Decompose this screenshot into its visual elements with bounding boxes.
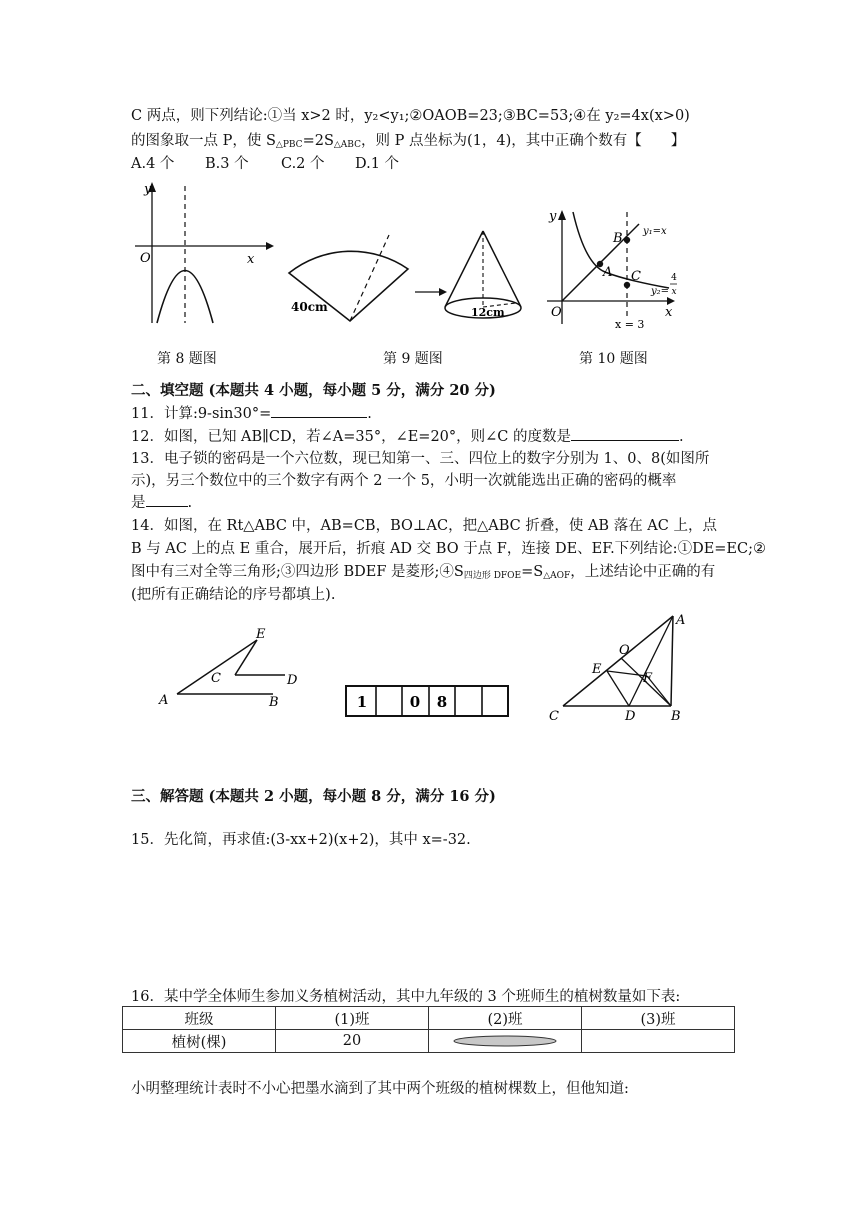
fig13-cell-1: 1	[356, 693, 368, 711]
table-row	[123, 1030, 735, 1053]
section2-title: 二、填空题 (本题共 4 小题，每小题 5 分，满分 20 分)	[131, 382, 496, 399]
q10-option-a: A.4 个	[131, 156, 175, 172]
fig9-sector-cone	[285, 225, 530, 330]
fig14-label-d: D	[625, 709, 636, 724]
fig9-base-label: 12cm	[471, 306, 505, 319]
q14-line4: (把所有正确结论的序号都填上).	[131, 587, 336, 603]
fig12-label-e: E	[256, 627, 266, 642]
table-header-class: 班级	[123, 1007, 276, 1030]
fig14-triangle	[545, 610, 695, 725]
q14-mid: =S	[521, 564, 544, 580]
fig12-label-a: A	[159, 693, 169, 708]
q10-line2	[131, 129, 685, 150]
tree-count-table	[122, 1006, 735, 1053]
fig14-label-a: A	[676, 613, 686, 628]
q11-answer-blank[interactable]	[271, 403, 367, 418]
q14-text3: 图中有三对全等三角形;③四边形 BDEF 是菱形;④S	[131, 564, 464, 580]
q12-text: 12．如图，已知 AB∥CD，若∠A=35°，∠E=20°，则∠C 的度数是	[131, 429, 572, 445]
fig13-cell-4: 8	[436, 693, 448, 711]
q10-option-d: D.1 个	[355, 156, 400, 172]
table-header-class2: (2)班	[429, 1007, 582, 1030]
q14-text3-end: ，上述结论中正确的有	[570, 564, 716, 580]
q16: 16．某中学全体师生参加义务植树活动，其中九年级的 3 个班师生的植树数量如下表:	[131, 989, 681, 1005]
q12-end: .	[679, 429, 684, 445]
fig8-x-label: x	[247, 252, 255, 267]
q11-text: 11．计算:9-sin30°=	[131, 406, 272, 422]
fig9-caption: 第 9 题图	[383, 351, 443, 367]
fig14-label-b: B	[671, 709, 681, 724]
fig8-origin-label: O	[140, 251, 151, 266]
fig10-y2-label: y₂=	[651, 286, 670, 297]
q10-option-b: B.3 个	[205, 156, 249, 172]
q12	[131, 425, 684, 446]
fig10-frac-num: 4	[671, 273, 677, 283]
q14-line1: 14．如图，在 Rt△ABC 中，AB=CB，BO⊥AC，把△ABC 折叠，使 AB 落在 AC 上，点	[131, 518, 717, 534]
ink-blot-icon	[450, 1034, 560, 1048]
fig14-label-c: C	[549, 709, 559, 724]
fig10-y1-label: y₁=x	[643, 226, 667, 237]
q10-line2-c: ，则 P 点坐标为(1，4)，其中正确个数有【 】	[360, 133, 686, 149]
table-header-class3: (3)班	[582, 1007, 735, 1030]
q13-line3	[131, 491, 192, 512]
q10-line2-a: 的图象取一点 P，使 S	[131, 133, 276, 149]
q10-option-c: C.2 个	[281, 156, 325, 172]
fig12-label-c: C	[211, 671, 221, 686]
q13-line1: 13．电子锁的密码是一个六位数，现已知第一、三、四位上的数字分别为 1、0、8(如图所	[131, 451, 710, 467]
q10-line1: C 两点，则下列结论:①当 x>2 时，y₂<y₁;②OAOB=23;③BC=53;④在 y₂=4x(x>0)	[131, 108, 690, 124]
q13-line2: 示)，另三个数位中的三个数字有两个 2 一个 5，小明一次就能选出正确的密码的概率	[131, 473, 677, 489]
table-cell-class2	[429, 1030, 582, 1053]
fig12-label-b: B	[269, 695, 279, 709]
fig14-label-o: O	[619, 643, 630, 658]
q15: 15．先化简，再求值:(3-xx+2)(x+2)，其中 x=-32.	[131, 832, 471, 848]
fig8-parabola-graph	[130, 178, 275, 328]
q11	[131, 402, 372, 423]
fig10-frac-den: x	[671, 287, 677, 297]
q14-line2: B 与 AC 上的点 E 重合，展开后，折痕 AD 交 BO 于点 F，连接 DE、EF.下列结论:①DE=EC;②	[131, 541, 766, 557]
q10-sub-pbc: △PBC	[275, 140, 303, 150]
q13-text3: 是	[131, 495, 146, 511]
q10-sub-abc: △ABC	[333, 140, 361, 150]
section3-title: 三、解答题 (本题共 2 小题，每小题 8 分，满分 16 分)	[131, 788, 496, 805]
table-header-class1: (1)班	[276, 1007, 429, 1030]
fig10-origin-label: O	[551, 305, 562, 320]
fig10-point-b: B	[613, 231, 623, 246]
fig8-caption: 第 8 题图	[157, 351, 217, 367]
table-cell-class3	[582, 1030, 735, 1053]
fig12-parallel-lines	[155, 624, 305, 709]
table-row-label: 植树(棵)	[123, 1030, 276, 1053]
fig10-xline-label: x = 3	[615, 318, 645, 330]
fig9-slant-label: 40cm	[291, 300, 328, 314]
q14-sub-aof: △AOF	[543, 571, 571, 581]
fig13-password-cells	[344, 683, 514, 719]
q13-end: .	[187, 495, 193, 511]
table-cell-class1: 20	[276, 1030, 429, 1053]
fig12-label-d: D	[287, 673, 298, 688]
q16-continued: 小明整理统计表时不小心把墨水滴到了其中两个班级的植树棵数上，但他知道:	[131, 1081, 629, 1097]
fig10-x-label: x	[665, 305, 673, 320]
fig8-y-label: y	[144, 182, 152, 197]
fig10-function-graph	[537, 206, 677, 330]
q14-line3	[131, 560, 715, 581]
q14-sub-quad: 四边形 DFOE	[463, 571, 522, 581]
fig10-y-label: y	[549, 209, 557, 224]
fig13-cell-3: 0	[409, 693, 421, 711]
q11-end: .	[367, 406, 372, 422]
table-header-row	[123, 1007, 735, 1030]
q12-answer-blank[interactable]	[571, 426, 679, 441]
q13-answer-blank[interactable]	[146, 492, 188, 507]
fig14-label-f: F	[643, 671, 653, 686]
fig14-label-e: E	[592, 662, 602, 677]
fig10-point-a: A	[603, 265, 613, 280]
fig10-caption: 第 10 题图	[579, 351, 648, 367]
fig10-point-c: C	[631, 269, 641, 284]
q10-line2-b: =2S	[302, 133, 334, 149]
